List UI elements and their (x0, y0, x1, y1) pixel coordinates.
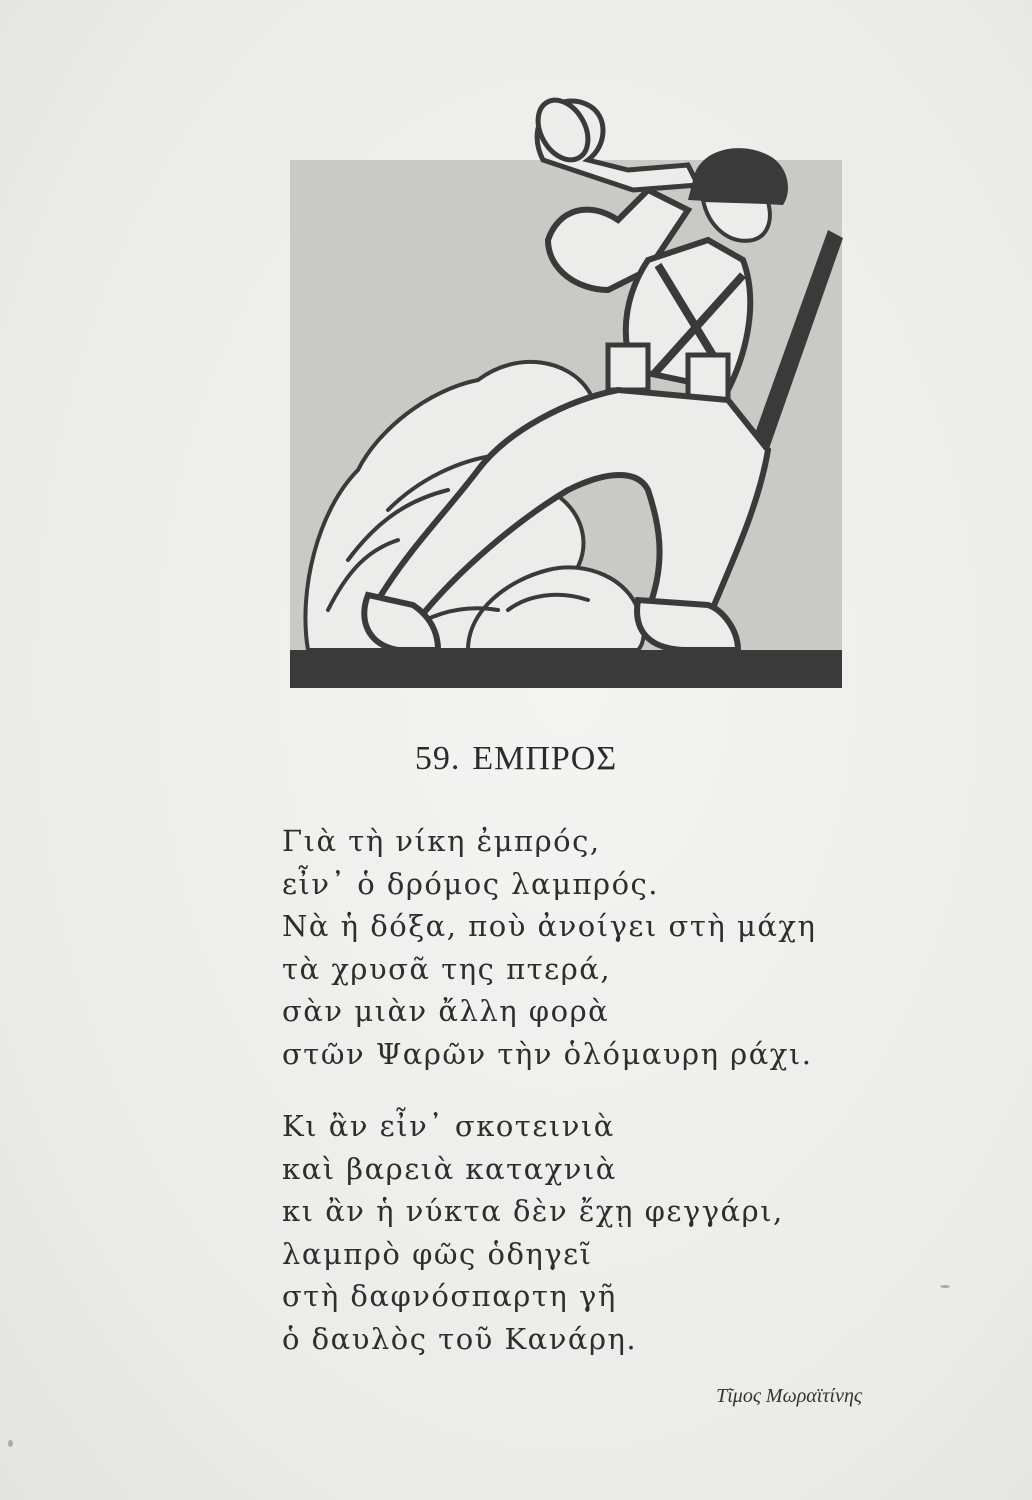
stanza-2 (282, 1105, 784, 1360)
poem-number: 59. (414, 740, 461, 777)
verse-line: ὁ δαυλὸς τοῦ Κανάρη. (282, 1321, 638, 1356)
paper-speck (940, 1285, 950, 1288)
poem-title-text: ΕΜΠΡΟΣ (472, 740, 618, 777)
soldier-bugler-woodcut (288, 90, 844, 690)
stanza-1 (282, 820, 816, 1075)
helmet-shape (688, 148, 788, 205)
verse-line: Κι ἂν εἶν᾽ σκοτεινιὰ (282, 1109, 615, 1143)
verse-line: στῶν Ψαρῶν τὴν ὁλόμαυρη ράχι. (282, 1036, 813, 1071)
poem-title (0, 740, 1032, 778)
ground-bar (290, 650, 842, 688)
verse-line: καὶ βαρειὰ καταχνιὰ (282, 1151, 617, 1186)
verse-line: σὰν μιὰν ἄλλη φορὰ (282, 994, 610, 1028)
verse-line: Γιὰ τὴ νίκη ἐμπρός, (282, 824, 601, 858)
verse-line: λαμπρὸ φῶς ὁδηγεῖ (282, 1236, 593, 1271)
verse-line: κι ἂν ἡ νύκτα δὲν ἔχῃ φεγγάρι, (282, 1194, 784, 1228)
verse-line: τὰ χρυσᾶ της πτερά, (282, 951, 612, 986)
poem-author: Τῖμος Μωραϊτίνης (716, 1385, 862, 1407)
verse-line: εἶν᾽ ὁ δρόμος λαμπρός. (282, 866, 659, 901)
paper-speck (8, 1440, 13, 1447)
verse-line: στὴ δαφνόσπαρτη γῆ (282, 1279, 617, 1313)
ammo-pouch-left (608, 345, 648, 390)
verse-line: Νὰ ἡ δόξα, ποὺ ἀνοίγει στὴ μάχη (282, 909, 817, 943)
